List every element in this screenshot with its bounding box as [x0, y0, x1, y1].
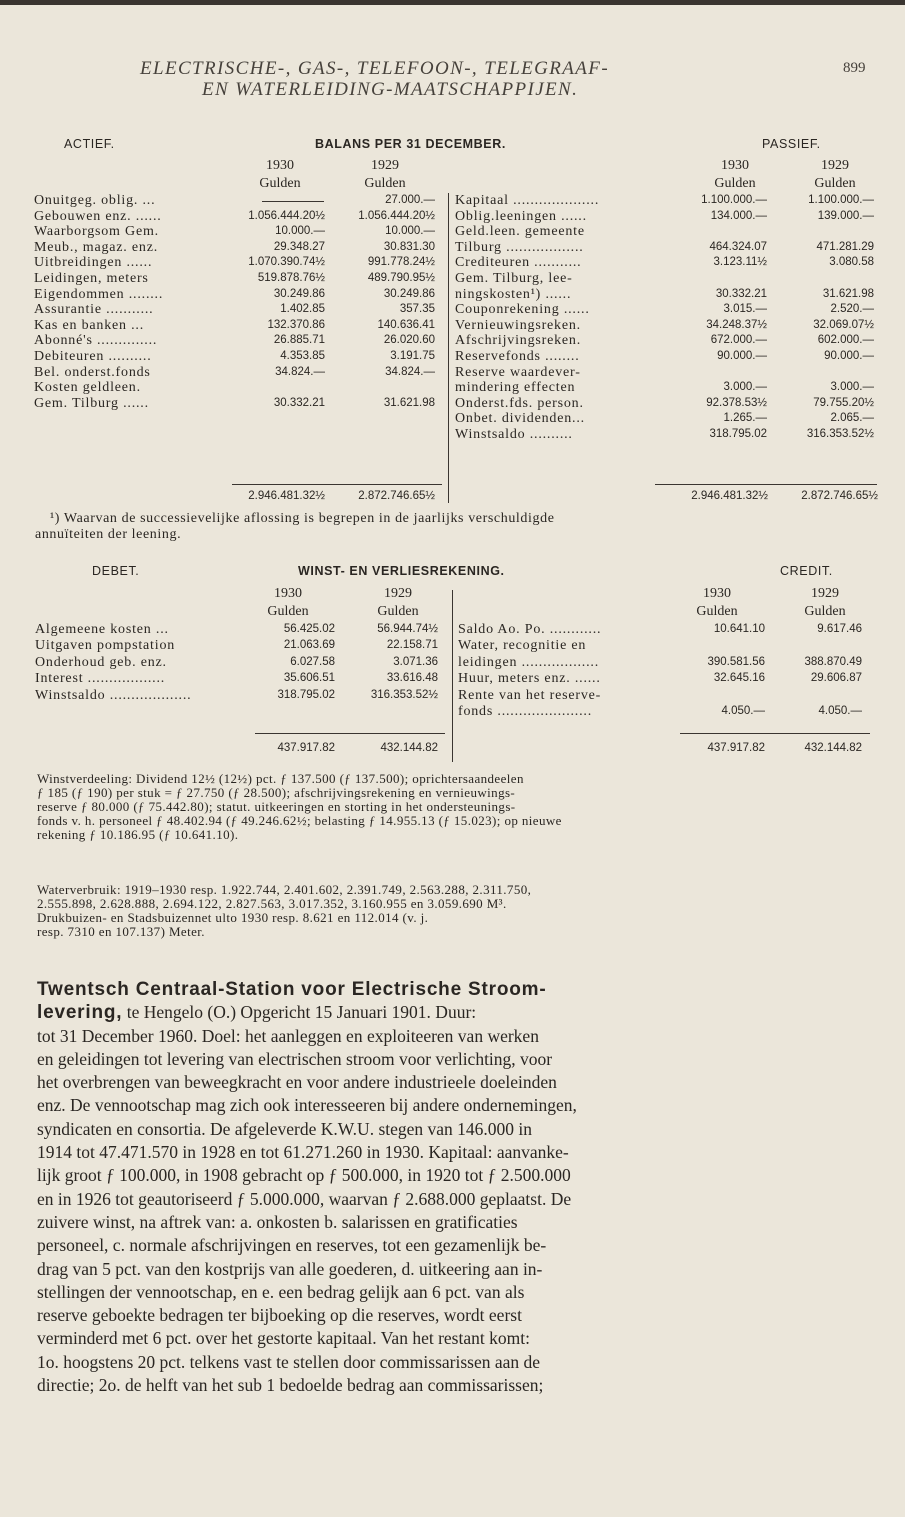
actief-row-label: Bel. onderst.fonds: [34, 364, 151, 380]
debet-row-label: Uitgaven pompstation: [35, 638, 176, 654]
passief-value-1930: 3.015.—: [723, 303, 767, 316]
actief-value-1929: 27.000.—: [385, 194, 435, 206]
winst-title: WINST- EN VERLIESREKENING.: [298, 564, 505, 578]
waterverbruik-line: Waterverbruik: 1919–1930 resp. 1.922.744, 2.401.602, 2.391.749, 2.563.288, 2.311.750,: [37, 882, 532, 897]
credit-year-1929: 1929: [811, 586, 839, 601]
credit-value-1929: 4.050.—: [818, 705, 862, 717]
header-line-2: EN WATERLEIDING-MAATSCHAPPIJEN.: [202, 79, 579, 100]
passief-row-label: Tilburg ..................: [455, 239, 584, 255]
passief-value-1930: 1.100.000.—: [701, 194, 767, 206]
winstverdeeling-line: ƒ 185 (ƒ 190) per stuk = ƒ 27.750 (ƒ 28.500); afschrijvingsrekening en vernieuwings-: [37, 785, 516, 800]
actief-year-1930: 1930: [266, 158, 294, 173]
passief-row-label: Afschrijvingsreken.: [455, 333, 582, 349]
actief-value-1930: 1.056.444.20½: [248, 209, 325, 222]
winstverdeeling-line: reserve ƒ 80.000 (ƒ 75.442.80); statut. uitkeeringen en storting in het ondersteunings-: [37, 799, 516, 814]
actief-value-1930: 30.332.21: [273, 396, 325, 409]
actief-value-1929: 357.35: [399, 303, 435, 316]
actief-row-label: Gebouwen enz. ......: [34, 208, 162, 224]
passief-value-1930: 90.000.—: [717, 350, 767, 362]
debet-value-1929: 22.158.71: [386, 639, 438, 652]
passief-row-label: Geld.leen. gemeente: [455, 224, 585, 240]
credit-row-label: Water, recognitie en: [458, 638, 587, 654]
debet-value-1930: 21.063.69: [283, 639, 335, 652]
company-line: 1914 tot 47.471.570 in 1928 en tot 61.271.260 in 1930. Kapitaal: aanvanke-: [37, 1142, 569, 1163]
actief-value-1929: 26.020.60: [383, 334, 435, 347]
credit-value-1930: 4.050.—: [721, 705, 765, 717]
passief-year-1930: 1930: [721, 158, 749, 173]
passief-value-1929: 31.621.98: [822, 287, 874, 300]
credit-value-1929: 388.870.49: [804, 655, 862, 668]
company-title-line-1: [37, 978, 869, 1001]
actief-value-1930: 1.070.390.74½: [248, 256, 325, 269]
waterverbruik-line: 2.555.898, 2.628.888, 2.694.122, 2.827.563, 3.017.352, 3.160.955 en 3.059.690 M³.: [37, 896, 507, 911]
company-line: zuivere winst, na aftrek van: a. onkosten b. salarissen en gratificaties: [37, 1211, 518, 1232]
actief-value-1929: 30.831.30: [383, 240, 435, 253]
passief-row-label: Vernieuwingsreken.: [455, 317, 581, 333]
actief-row-label: Waarborgsom Gem.: [34, 224, 159, 240]
actief-row-label: Uitbreidingen ......: [34, 255, 153, 271]
empty-value-dash: [262, 201, 324, 202]
passief-value-1929: 2.520.—: [830, 303, 874, 316]
company-line: stellingen der vennootschap, en e. een bedrag gelijk aan 6 pct. van als: [37, 1281, 525, 1302]
company-line: syndicaten en consortia. De afgeleverde K.W.U. stegen van 146.000 in: [37, 1118, 533, 1139]
debet-value-1929: 3.071.36: [393, 655, 438, 668]
company-line: reserve geboekte bedragen ter bijboeking op die reserves, wordt eerst: [37, 1305, 522, 1326]
actief-row-label: Eigendommen ........: [34, 286, 164, 302]
winstverdeeling-line: Winstverdeeling: Dividend 12½ (12½) pct. ƒ 137.500 (ƒ 137.500); oprichtersaandeelen: [37, 771, 524, 786]
passief-row-label: Reserve waardever-: [455, 364, 581, 380]
actief-value-1929: 489.790.95½: [367, 272, 435, 284]
actief-row-label: Assurantie ...........: [34, 302, 154, 318]
passief-row-label: Reservefonds ........: [455, 349, 580, 364]
passief-row-label: Onbet. dividenden...: [455, 411, 585, 427]
balans-footnote-1: ¹) Waarvan de successievelijke aflossing is begrepen in de jaarlijks verschuldigde: [50, 511, 555, 526]
passief-value-1929: 2.065.—: [830, 412, 874, 425]
passief-row-label: Winstsaldo ..........: [455, 427, 573, 442]
debet-value-1930: 318.795.02: [277, 688, 335, 701]
passief-total-1930: 2.946.481.32½: [691, 490, 768, 502]
passief-row-label: Couponrekening ......: [455, 302, 590, 318]
actief-value-1930: 10.000.—: [275, 225, 325, 238]
balans-footnote-2: annuïteiten der leening.: [35, 527, 182, 542]
passief-value-1929: 3.000.—: [830, 381, 874, 394]
company-line: directie; 2o. de helft van het sub 1 bedoelde bedrag aan commissarissen;: [37, 1375, 544, 1396]
credit-row-label: Rente van het reserve-: [458, 687, 602, 703]
winstverdeeling-line: fonds v. h. personeel ƒ 48.402.94 (ƒ 49.246.62½; belasting ƒ 14.955.13 (ƒ 15.023); op nieuwe: [37, 813, 562, 828]
company-line: verminderd met 6 pct. over het gestorte kapitaal. Van het restant komt:: [37, 1328, 530, 1349]
debet-value-1929: 33.616.48: [386, 672, 438, 685]
credit-year-1930: 1930: [703, 586, 731, 601]
credit-value-1930: 10.641.10: [713, 623, 765, 635]
company-description: [37, 978, 869, 1397]
actief-unit-1930: Gulden: [259, 176, 301, 191]
company-line: tot 31 December 1960. Doel: het aanleggen en exploiteeren van werken: [37, 1025, 539, 1046]
debet-value-1930: 35.606.51: [283, 672, 335, 685]
credit-row-label: Huur, meters enz. ......: [458, 671, 601, 687]
actief-value-1929: 31.621.98: [383, 396, 435, 409]
actief-value-1930: 30.249.86: [273, 287, 325, 300]
passief-unit-1929: Gulden: [814, 176, 856, 191]
debet-total-1930: 437.917.82: [277, 742, 335, 754]
actief-value-1930: 29.348.27: [273, 240, 325, 253]
actief-value-1930: 519.878.76½: [257, 272, 325, 284]
page-number: 899: [843, 60, 866, 76]
company-title-2: levering,: [37, 1002, 123, 1024]
company-title-line-2: [37, 1001, 869, 1024]
balans-divider: [448, 193, 449, 503]
actief-value-1929: 140.636.41: [377, 318, 435, 331]
actief-row-label: Leidingen, meters: [34, 271, 149, 286]
actief-value-1929: 30.249.86: [383, 287, 435, 300]
passief-value-1930: 1.265.—: [723, 412, 767, 425]
credit-value-1930: 390.581.56: [707, 655, 765, 668]
passief-value-1929: 3.080.58: [829, 256, 874, 269]
credit-unit-1930: Gulden: [696, 604, 738, 619]
credit-row-label: Saldo Ao. Po. ............: [458, 622, 602, 637]
debet-value-1929: 56.944.74½: [377, 623, 438, 635]
passief-row-label: Kapitaal ....................: [455, 193, 600, 208]
page-top-border: [0, 0, 905, 5]
winstverdeeling-line: rekening ƒ 10.186.95 (ƒ 10.641.10).: [37, 827, 239, 842]
debet-total-rule: [255, 733, 445, 734]
debet-row-label: Winstsaldo ...................: [35, 687, 192, 703]
running-header: [140, 58, 820, 100]
credit-title: CREDIT.: [780, 564, 833, 578]
passief-value-1929: 32.069.07½: [813, 318, 874, 331]
actief-row-label: Abonné's ..............: [34, 333, 158, 349]
debet-unit-1930: Gulden: [267, 604, 309, 619]
passief-value-1929: 79.755.20½: [813, 396, 874, 409]
company-line: te Hengelo (O.) Opgericht 15 Januari 1901. Duur:: [126, 1002, 477, 1023]
company-line: lijk groot ƒ 100.000, in 1908 gebracht op ƒ 500.000, in 1920 tot ƒ 2.500.000: [37, 1165, 571, 1186]
passief-title: PASSIEF.: [762, 137, 821, 151]
company-line: drag van 5 pct. van den kostprijs van alle goederen, d. uitkeering aan in-: [37, 1258, 543, 1279]
passief-row-label: Crediteuren ...........: [455, 255, 582, 271]
actief-value-1929: 10.000.—: [385, 225, 435, 238]
credit-row-label: fonds ......................: [458, 704, 593, 719]
passief-row-label: Oblig.leeningen ......: [455, 208, 587, 224]
debet-value-1930: 6.027.58: [290, 655, 335, 668]
actief-title: ACTIEF.: [64, 137, 115, 151]
passief-total-1929: 2.872.746.65½: [801, 490, 878, 502]
actief-row-label: Kosten geldleen.: [34, 380, 141, 396]
passief-value-1929: 139.000.—: [817, 209, 874, 222]
winst-divider: [452, 590, 453, 762]
actief-unit-1929: Gulden: [364, 176, 406, 191]
debet-year-1930: 1930: [274, 586, 302, 601]
passief-row-label: Gem. Tilburg, lee-: [455, 271, 573, 286]
credit-total-1929: 432.144.82: [804, 742, 862, 754]
debet-row-label: Algemeene kosten ...: [35, 622, 169, 637]
debet-total-1929: 432.144.82: [380, 742, 438, 754]
credit-total-rule: [680, 733, 870, 734]
actief-total-1929: 2.872.746.65½: [358, 490, 435, 502]
credit-value-1929: 29.606.87: [810, 672, 862, 685]
actief-value-1930: 34.824.—: [275, 365, 325, 378]
actief-value-1929: 991.778.24½: [367, 256, 435, 269]
passief-value-1930: 318.795.02: [709, 428, 767, 440]
actief-row-label: Gem. Tilburg ......: [34, 395, 149, 411]
actief-total-1930: 2.946.481.32½: [248, 490, 325, 502]
passief-value-1930: 672.000.—: [710, 334, 767, 347]
actief-value-1929: 1.056.444.20½: [358, 209, 435, 222]
credit-row-label: leidingen ..................: [458, 654, 599, 670]
debet-value-1930: 56.425.02: [283, 623, 335, 635]
company-line: het overbrengen van beweegkracht en voor andere industrieele doeleinden: [37, 1072, 557, 1093]
actief-row-label: Kas en banken ...: [34, 317, 145, 333]
passief-value-1930: 34.248.37½: [706, 318, 767, 331]
passief-row-label: ningskosten¹) ......: [455, 286, 572, 302]
waterverbruik-line: resp. 7310 en 107.137) Meter.: [37, 924, 205, 939]
actief-row-label: Debiteuren ..........: [34, 349, 152, 364]
passief-value-1930: 92.378.53½: [706, 396, 767, 409]
actief-row-label: Onuitgeg. oblig. ...: [34, 193, 156, 208]
passief-value-1930: 30.332.21: [715, 287, 767, 300]
passief-value-1929: 471.281.29: [816, 240, 874, 253]
actief-year-1929: 1929: [371, 158, 399, 173]
balans-title: BALANS PER 31 DECEMBER.: [315, 137, 506, 151]
credit-value-1930: 32.645.16: [713, 672, 765, 685]
actief-value-1930: 4.353.85: [280, 350, 325, 362]
debet-row-label: Interest ..................: [35, 671, 166, 687]
debet-title: DEBET.: [92, 564, 140, 578]
header-line-1: ELECTRISCHE-, GAS-, TELEFOON-, TELEGRAAF-: [140, 58, 610, 79]
passief-row-label: mindering effecten: [455, 380, 576, 396]
passief-year-1929: 1929: [821, 158, 849, 173]
company-line: en geleidingen tot levering van electrischen stroom voor verlichting, voor: [37, 1048, 553, 1069]
actief-value-1930: 26.885.71: [273, 334, 325, 347]
actief-total-rule: [232, 484, 442, 485]
passief-unit-1930: Gulden: [714, 176, 756, 191]
debet-row-label: Onderhoud geb. enz.: [35, 654, 167, 670]
passief-row-label: Onderst.fds. person.: [455, 395, 584, 411]
actief-row-label: Meub., magaz. enz.: [34, 239, 159, 255]
passief-value-1930: 464.324.07: [709, 240, 767, 253]
passief-value-1930: 3.000.—: [723, 381, 767, 394]
debet-value-1929: 316.353.52½: [370, 688, 438, 701]
credit-total-1930: 437.917.82: [707, 742, 765, 754]
passief-value-1929: 602.000.—: [817, 334, 874, 347]
company-line: enz. De vennootschap mag zich ook interesseeren bij andere ondernemingen,: [37, 1095, 577, 1116]
actief-value-1929: 34.824.—: [385, 365, 435, 378]
passief-value-1929: 90.000.—: [824, 350, 874, 362]
passief-value-1929: 1.100.000.—: [808, 194, 874, 206]
passief-total-rule: [655, 484, 877, 485]
waterverbruik: [37, 883, 869, 939]
passief-value-1929: 316.353.52½: [806, 428, 874, 440]
passief-value-1930: 3.123.11½: [713, 256, 767, 269]
debet-year-1929: 1929: [384, 586, 412, 601]
actief-value-1930: 132.370.86: [267, 318, 325, 331]
passief-value-1930: 134.000.—: [710, 209, 767, 222]
winstverdeeling: [37, 772, 869, 842]
company-title-1: Twentsch Centraal-Station voor Electrische Stroom-: [37, 979, 547, 1000]
company-line: en in 1926 tot geautoriseerd ƒ 5.000.000, waarvan ƒ 2.688.000 geplaatst. De: [37, 1188, 572, 1209]
waterverbruik-line: Drukbuizen- en Stadsbuizennet ulto 1930 resp. 8.621 en 112.014 (v. j.: [37, 910, 429, 925]
company-line: personeel, c. normale afschrijvingen en reserves, tot een gezamenlijk be-: [37, 1235, 547, 1256]
actief-value-1929: 3.191.75: [390, 350, 435, 362]
debet-unit-1929: Gulden: [377, 604, 419, 619]
company-line: 1o. hoogstens 20 pct. telkens vast te stellen door commissarissen aan de: [37, 1351, 541, 1372]
actief-value-1930: 1.402.85: [280, 303, 325, 316]
credit-unit-1929: Gulden: [804, 604, 846, 619]
credit-value-1929: 9.617.46: [817, 623, 862, 635]
